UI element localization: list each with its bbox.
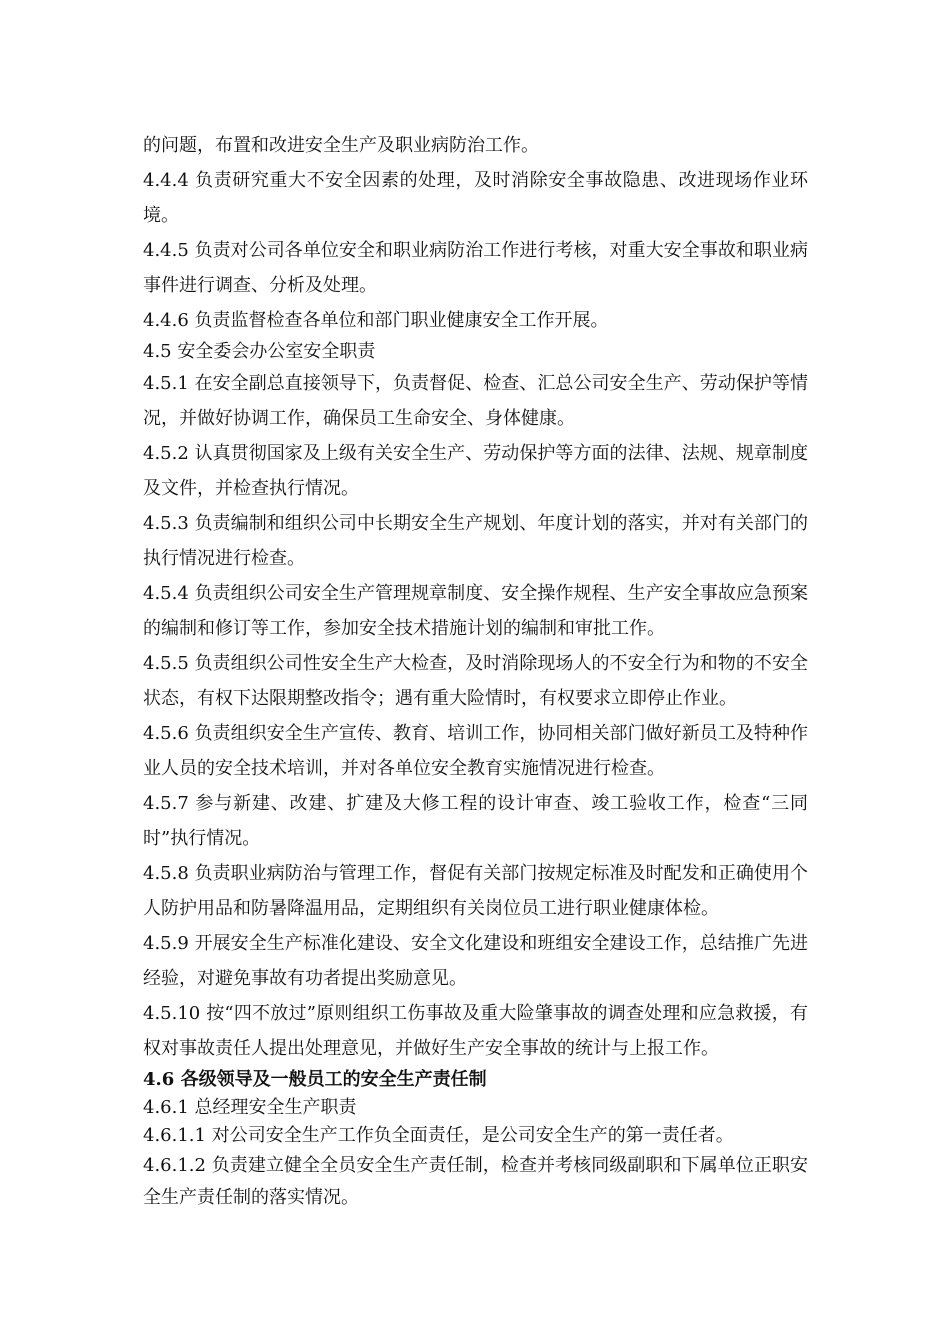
section-heading-4-6: 4.6 各级领导及一般员工的安全生产责任制 xyxy=(143,1069,487,1090)
paragraph-4-5-5: 4.5.5 负责组织公司性安全生产大检查，及时消除现场人的不安全行为和物的不安全状态，有权下达限期整改指令；遇有重大险情时，有权要求立即停止作业。 xyxy=(143,653,808,709)
paragraph-4-5-4: 4.5.4 负责组织公司安全生产管理规章制度、安全操作规程、生产安全事故应急预案的编制和修订等工作，参加安全技术措施计划的编制和审批工作。 xyxy=(143,583,808,639)
paragraph-continuation: 的问题，布置和改进安全生产及职业病防治工作。 xyxy=(143,135,539,156)
item-4-6-1-1: 4.6.1.1 对公司安全生产工作负全面责任，是公司安全生产的第一责任者。 xyxy=(143,1125,734,1146)
paragraph-4-5-8: 4.5.8 负责职业病防治与管理工作，督促有关部门按规定标准及时配发和正确使用个人防护用品和防暑降温用品，定期组织有关岗位员工进行职业健康体检。 xyxy=(143,863,808,919)
section-heading-4-5: 4.5 安全委会办公室安全职责 xyxy=(143,341,376,362)
paragraph-4-4-6: 4.4.6 负责监督检查各单位和部门职业健康安全工作开展。 xyxy=(143,310,609,331)
paragraph-4-5-7: 4.5.7 参与新建、改建、扩建及大修工程的设计审查、竣工验收工作，检查“三同时”执行情况。 xyxy=(143,793,808,849)
paragraph-4-5-2: 4.5.2 认真贯彻国家及上级有关安全生产、劳动保护等方面的法律、法规、规章制度及文件，并检查执行情况。 xyxy=(143,443,808,499)
paragraph-4-4-4: 4.4.4 负责研究重大不安全因素的处理，及时消除安全事故隐患、改进现场作业环境。 xyxy=(143,170,808,226)
paragraph-4-5-9: 4.5.9 开展安全生产标准化建设、安全文化建设和班组安全建设工作，总结推广先进经验，对避免事故有功者提出奖励意见。 xyxy=(143,933,808,989)
paragraph-4-5-6: 4.5.6 负责组织安全生产宣传、教育、培训工作，协同相关部门做好新员工及特种作业人员的安全技术培训，并对各单位安全教育实施情况进行检查。 xyxy=(143,723,808,779)
paragraph-4-5-1: 4.5.1 在安全副总直接领导下，负责督促、检查、汇总公司安全生产、劳动保护等情况，并做好协调工作，确保员工生命安全、身体健康。 xyxy=(143,373,808,429)
paragraph-4-5-10: 4.5.10 按“四不放过”原则组织工伤事故及重大险肇事故的调查处理和应急救援，有权对事故责任人提出处理意见，并做好生产安全事故的统计与上报工作。 xyxy=(143,1003,808,1059)
subsection-heading-4-6-1: 4.6.1 总经理安全生产职责 xyxy=(143,1097,357,1118)
paragraph-4-4-5: 4.4.5 负责对公司各单位安全和职业病防治工作进行考核，对重大安全事故和职业病事件进行调查、分析及处理。 xyxy=(143,240,808,296)
paragraph-4-5-3: 4.5.3 负责编制和组织公司中长期安全生产规划、年度计划的落实，并对有关部门的执行情况进行检查。 xyxy=(143,513,808,569)
document-body xyxy=(143,128,808,1214)
item-4-6-1-2: 4.6.1.2 负责建立健全全员安全生产责任制，检查并考核同级副职和下属单位正职安全生产责任制的落实情况。 xyxy=(143,1155,808,1208)
